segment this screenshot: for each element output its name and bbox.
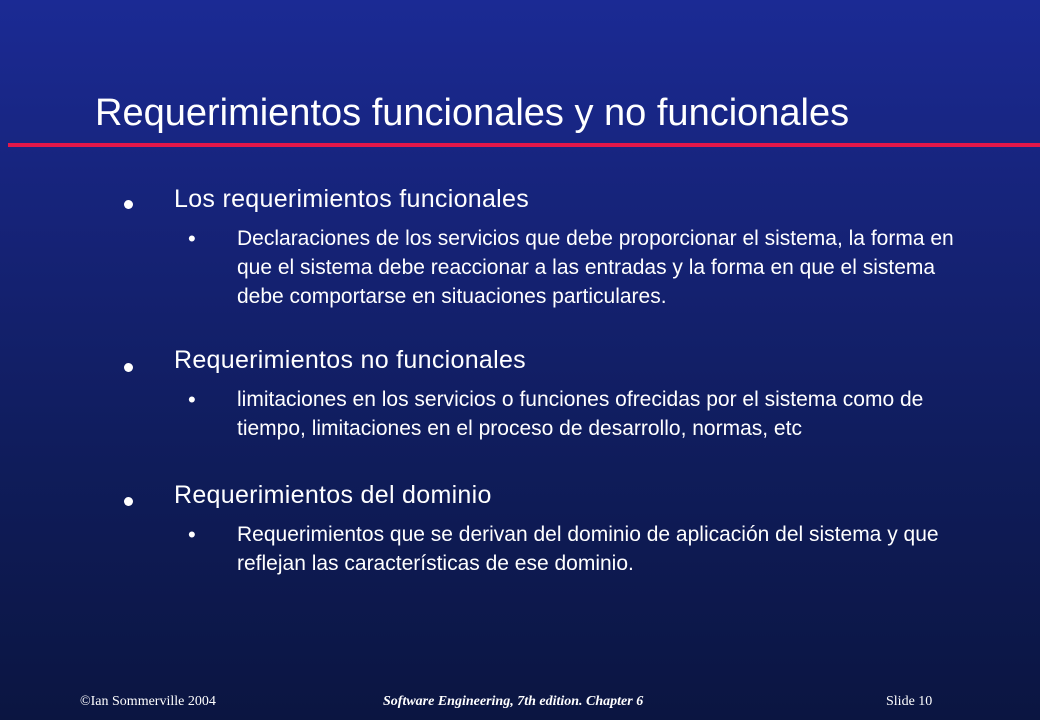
- subitem-bullet-icon: •: [188, 387, 196, 412]
- section-bullet-icon: [124, 363, 133, 372]
- slide-title: Requerimientos funcionales y no funcionales: [95, 92, 850, 134]
- section-heading-functional: Los requerimientos funcionales: [174, 185, 530, 213]
- footer-copyright: ©Ian Sommerville 2004: [80, 694, 216, 709]
- subitem-bullet-icon: •: [188, 522, 196, 547]
- section-heading-domain: Requerimientos del dominio: [174, 481, 492, 509]
- subitem-text: limitaciones en los servicios o funciones ofrecidas por el sistema como de tiempo, limitaciones en el proceso de desarrollo, normas, etc: [237, 388, 924, 440]
- subitem-text: Declaraciones de los servicios que debe proporcionar el sistema, la forma en que el sistema debe reaccionar a las entradas y la forma en que el sistema debe comportarse en situaciones particulares.: [237, 227, 954, 308]
- section-bullet-icon: [124, 200, 133, 209]
- subitem-text: Requerimientos que se derivan del dominio de aplicación del sistema y que reflejan las características de ese dominio.: [237, 523, 939, 575]
- footer-book-title: Software Engineering, 7th edition. Chapter 6: [383, 694, 644, 709]
- section-bullet-icon: [124, 497, 133, 506]
- footer-slide-number: Slide 10: [886, 694, 933, 709]
- section-heading-nonfunctional: Requerimientos no funcionales: [174, 346, 526, 374]
- subitem-bullet-icon: •: [188, 226, 196, 251]
